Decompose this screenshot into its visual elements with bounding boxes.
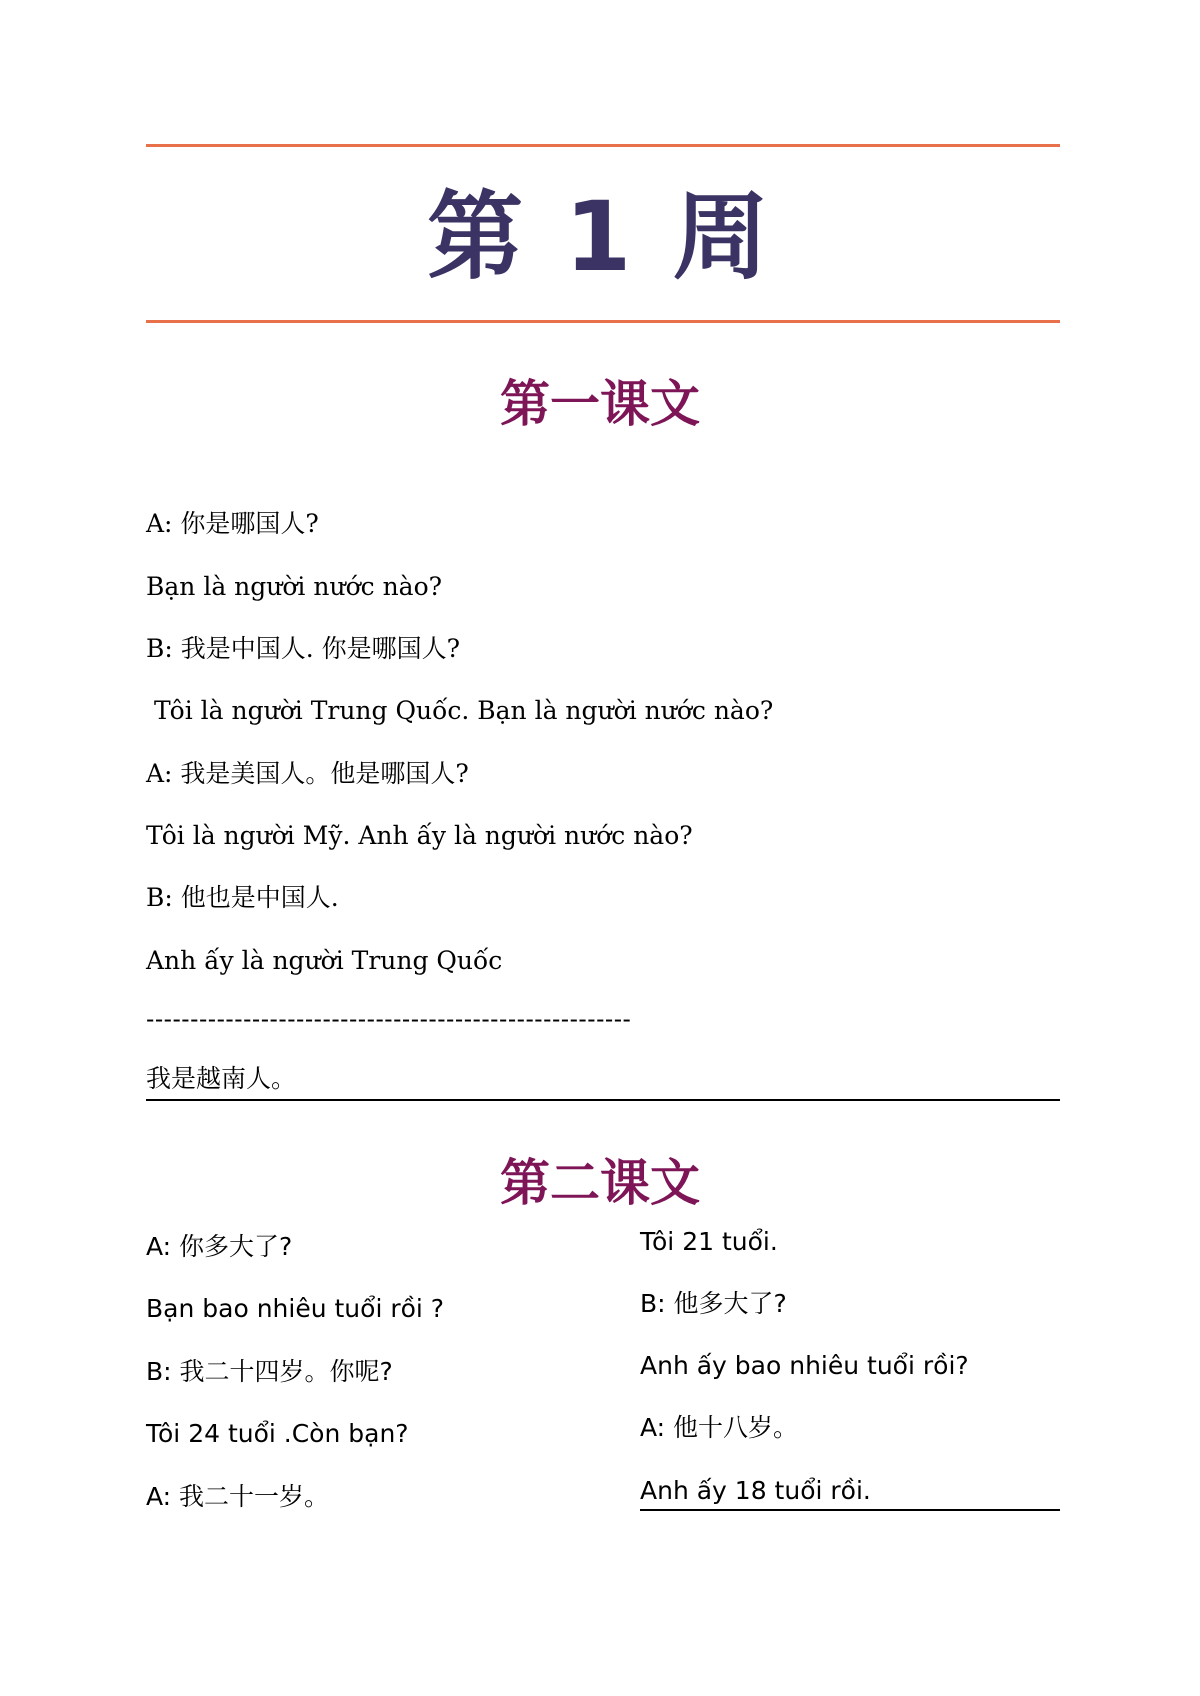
- dashed-separator: -------------------------------------------------------: [146, 1005, 632, 1033]
- lesson2-left-line: A: 我二十一岁。: [146, 1482, 330, 1511]
- top-orange-rule: [146, 144, 1060, 147]
- lesson1-line: Anh ấy là người Trung Quốc: [146, 946, 503, 975]
- lesson2-right-line: Tôi 21 tuổi.: [640, 1227, 778, 1256]
- week-title: 第 1 周: [427, 181, 773, 293]
- lesson1-note: 我是越南人。: [146, 1064, 297, 1093]
- lesson1-line: B: 他也是中国人.: [146, 883, 339, 912]
- lesson1-title: 第一课文: [500, 375, 700, 433]
- lesson1-line: A: 我是美国人。他是哪国人?: [146, 759, 469, 788]
- lesson1-bottom-rule: [146, 1099, 1060, 1101]
- lesson2-left-line: Bạn bao nhiêu tuổi rồi ?: [146, 1294, 445, 1323]
- lesson2-left-line: Tôi 24 tuổi .Còn bạn?: [146, 1419, 409, 1448]
- lesson1-line: A: 你是哪国人?: [146, 509, 319, 538]
- lesson2-bottom-rule: [640, 1509, 1060, 1511]
- lesson2-title: 第二课文: [500, 1154, 700, 1212]
- lesson1-line: Tôi là người Trung Quốc. Bạn là người nước nào?: [146, 696, 774, 725]
- lesson2-left-line: A: 你多大了?: [146, 1232, 293, 1261]
- lesson2-right-line: Anh ấy bao nhiêu tuổi rồi?: [640, 1351, 969, 1380]
- lesson1-line: Bạn là người nước nào?: [146, 572, 443, 601]
- lesson1-line: Tôi là người Mỹ. Anh ấy là người nước nào?: [146, 821, 693, 850]
- lesson2-left-line: B: 我二十四岁。你呢?: [146, 1357, 393, 1386]
- bottom-orange-rule: [146, 320, 1060, 323]
- lesson1-line: B: 我是中国人. 你是哪国人?: [146, 634, 461, 663]
- lesson2-right-line: B: 他多大了?: [640, 1289, 787, 1318]
- lesson2-right-line: A: 他十八岁。: [640, 1413, 799, 1442]
- lesson2-right-line: Anh ấy 18 tuổi rồi.: [640, 1476, 871, 1505]
